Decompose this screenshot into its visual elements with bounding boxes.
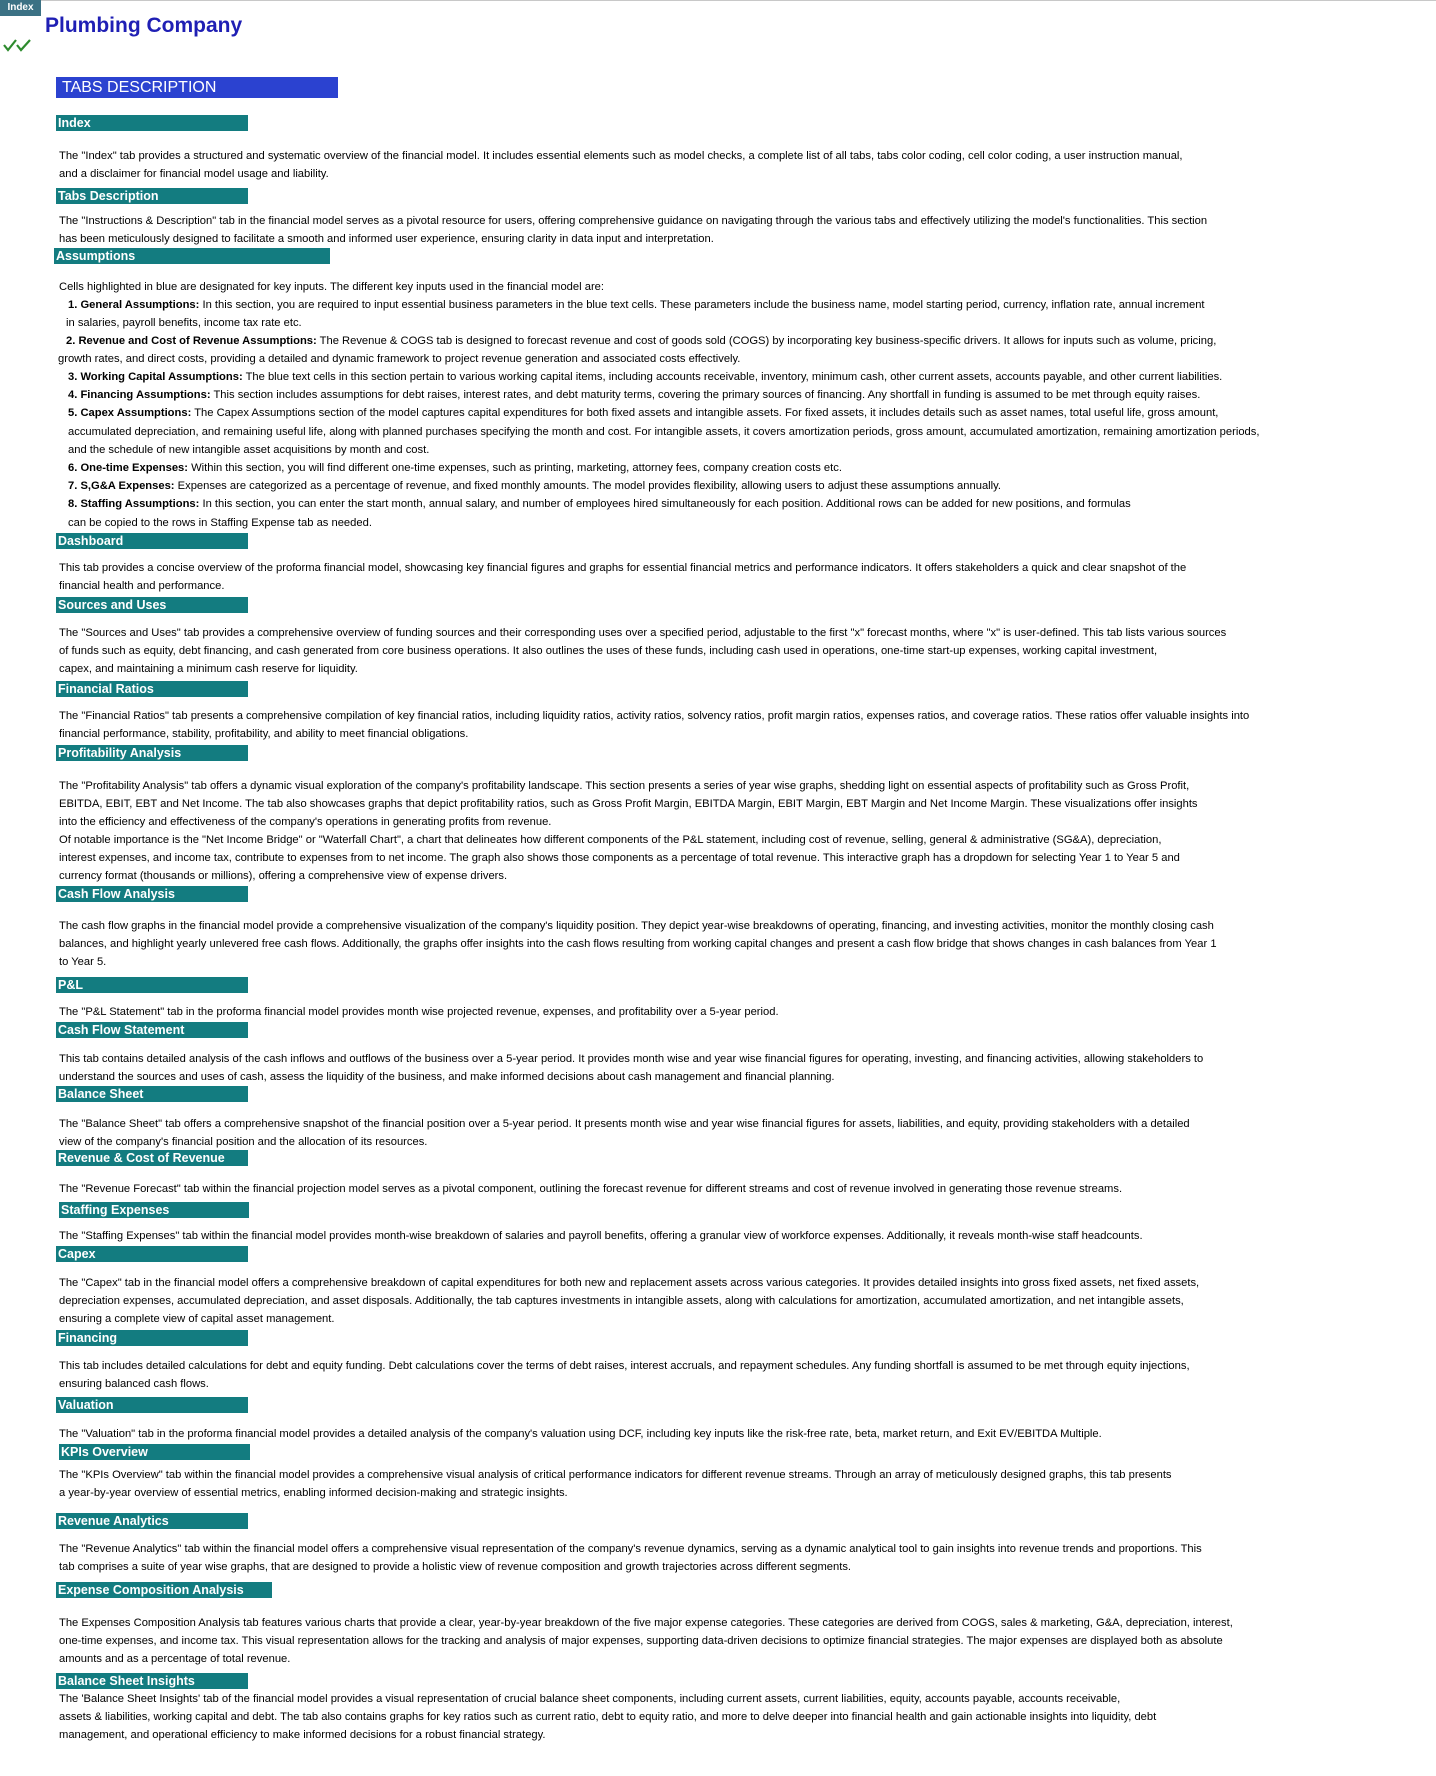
tab-description-line: This tab includes detailed calculations for debt and equity funding. Debt calculations cover the terms of debt raises, interest accruals, and repayment schedules. Any funding shortfall is assumed to be met through equity injections, bbox=[59, 1360, 1190, 1372]
assumption-item bbox=[68, 296, 1205, 314]
index-button[interactable]: Index bbox=[0, 0, 41, 16]
tab-description-line: a year-by-year overview of essential metrics, enabling informed decision-making and strategic insights. bbox=[59, 1487, 568, 1499]
assumption-item-continuation: and the schedule of new intangible asset acquisitions by month and cost. bbox=[68, 444, 430, 456]
tab-description-line: The "Staffing Expenses" tab within the financial model provides month-wise breakdown of salaries and payroll benefits, offering a granular view of workforce expenses. Additionally, it reveals month-wise staff headcounts. bbox=[59, 1230, 1143, 1242]
tab-description-line: The "Sources and Uses" tab provides a comprehensive overview of funding sources and their corresponding uses over a specified period, adjustable to the first "x" forecast months, where "x" is user-defined. This tab lists various sources bbox=[59, 627, 1227, 639]
assumption-item-label: 7. S,G&A Expenses: bbox=[68, 480, 175, 492]
assumption-item-continuation: in salaries, payroll benefits, income tax rate etc. bbox=[66, 317, 302, 329]
tab-description-line: understand the sources and uses of cash, assess the liquidity of the business, and make informed decisions about cash management and financial planning. bbox=[59, 1071, 835, 1083]
assumption-item-text: Expenses are categorized as a percentage of revenue, and fixed monthly amounts. The model provides flexibility, allowing users to adjust these assumptions annually. bbox=[174, 480, 1002, 492]
tab-description-line: has been meticulously designed to facilitate a smooth and informed user experience, ensuring clarity in data input and interpretation. bbox=[59, 233, 714, 245]
tab-description-line: one-time expenses, and income tax. This visual representation allows for the tracking and analysis of major expenses, supporting data-driven decisions to optimize financial strategies. The major expenses are displayed both as absolute bbox=[59, 1635, 1223, 1647]
tab-description-line: The "Profitability Analysis" tab offers a dynamic visual exploration of the company's profitability landscape. This section presents a series of year wise graphs, shedding light on essential aspects of profitability such as Gross Profit, bbox=[59, 780, 1190, 792]
tab-header-financial-ratios[interactable]: Financial Ratios bbox=[56, 681, 248, 697]
tab-description-line: The "Revenue Analytics" tab within the financial model offers a comprehensive visual representation of the company's revenue dynamics, serving as a dynamic analytical tool to gain insights into revenue trends and proportions. This bbox=[59, 1543, 1202, 1555]
tab-header-revenue-analytics[interactable]: Revenue Analytics bbox=[56, 1513, 248, 1529]
assumption-item-label: 4. Financing Assumptions: bbox=[68, 389, 211, 401]
assumption-item bbox=[66, 332, 1216, 350]
tab-description-line: depreciation expenses, accumulated depreciation, and asset disposals. Additionally, the tab captures investments in intangible assets, along with calculations for amortization, accumulated amortization, and net intangible assets, bbox=[59, 1295, 1184, 1307]
tab-header-financing[interactable]: Financing bbox=[56, 1330, 248, 1346]
tab-description-line: The "Valuation" tab in the proforma financial model provides a detailed analysis of the company's valuation using DCF, including key inputs like the risk-free rate, beta, market return, and Exit EV/EBITDA Multiple. bbox=[59, 1428, 1102, 1440]
tab-header-cash-flow-analysis[interactable]: Cash Flow Analysis bbox=[56, 886, 248, 902]
tab-header-balance-sheet-insights[interactable]: Balance Sheet Insights bbox=[56, 1673, 248, 1689]
assumption-item-text: The blue text cells in this section pertain to various working capital items, including accounts receivable, inventory, minimum cash, other current assets, accounts payable, and other current liabilities. bbox=[242, 371, 1223, 383]
tab-header-assumptions[interactable]: Assumptions bbox=[54, 248, 330, 264]
tab-description-line: financial performance, stability, profitability, and ability to meet financial obligations. bbox=[59, 728, 469, 740]
tab-description-line: The Expenses Composition Analysis tab features various charts that provide a clear, year-by-year breakdown of the five major expense categories. These categories are derived from COGS, sales & marketing, G&A, depreciation, interest, bbox=[59, 1617, 1233, 1629]
tab-description-line: The 'Balance Sheet Insights' tab of the financial model provides a visual representation of crucial balance sheet components, including current assets, current liabilities, equity, accounts payable, accounts receivable, bbox=[59, 1693, 1121, 1705]
assumption-item-label: 5. Capex Assumptions: bbox=[68, 407, 192, 419]
assumption-item-label: 1. General Assumptions: bbox=[68, 299, 200, 311]
tab-description-line: currency format (thousands or millions), offering a comprehensive view of expense drivers. bbox=[59, 870, 508, 882]
tab-header-expense-composition-analysis[interactable]: Expense Composition Analysis bbox=[56, 1582, 272, 1598]
assumption-item bbox=[68, 404, 1218, 422]
tab-header-dashboard[interactable]: Dashboard bbox=[56, 533, 248, 549]
assumption-item bbox=[68, 495, 1131, 513]
check-icon bbox=[3, 38, 33, 57]
assumption-item bbox=[68, 459, 842, 477]
tab-header-balance-sheet[interactable]: Balance Sheet bbox=[56, 1086, 248, 1102]
tab-description-line: EBITDA, EBIT, EBT and Net Income. The tab also showcases graphs that depict profitability ratios, such as Gross Profit Margin, EBITDA Margin, EBIT Margin, EBT Margin and Net Income Margin. These visualizations offer insights bbox=[59, 798, 1198, 810]
tab-header-profitability-analysis[interactable]: Profitability Analysis bbox=[56, 745, 248, 761]
tab-header-kpis-overview[interactable]: KPIs Overview bbox=[59, 1444, 250, 1460]
tab-description-line: interest expenses, and income tax, contribute to expenses from to net income. The graph also shows those components as a percentage of total revenue. This interactive graph has a dropdown for selecting Year 1 to Year 5 and bbox=[59, 852, 1180, 864]
assumption-item-text: The Revenue & COGS tab is designed to forecast revenue and cost of goods sold (COGS) by incorporating key business-specific drivers. It allows for inputs such as volume, pricing, bbox=[316, 335, 1217, 347]
assumption-item-label: 8. Staffing Assumptions: bbox=[68, 498, 200, 510]
tab-description-line: ensuring balanced cash flows. bbox=[59, 1378, 209, 1390]
tab-description-line: management, and operational efficiency to make informed decisions for a robust financial strategy. bbox=[59, 1729, 546, 1741]
tab-description-line: into the efficiency and effectiveness of the company's operations in generating profits from revenue. bbox=[59, 816, 552, 828]
tab-description-line: assets & liabilities, working capital and debt. The tab also contains graphs for key ratios such as current ratio, debt to equity ratio, and more to delve deeper into financial health and gain actionable insights into liquidity, debt bbox=[59, 1711, 1157, 1723]
top-border bbox=[0, 0, 1436, 1]
assumption-item-text: The Capex Assumptions section of the model captures capital expenditures for both fixed assets and intangible assets. For fixed assets, it includes details such as asset names, total useful life, gross amount, bbox=[191, 407, 1219, 419]
tab-description-line: This tab provides a concise overview of the proforma financial model, showcasing key financial figures and graphs for essential financial metrics and performance indicators. It offers stakeholders a quick and clear snapshot of the bbox=[59, 562, 1187, 574]
tab-description-line: The "Revenue Forecast" tab within the financial projection model serves as a pivotal component, outlining the forecast revenue for different streams and cost of revenue involved in generating those revenue streams. bbox=[59, 1183, 1123, 1195]
section-title-tabs-description: TABS DESCRIPTION bbox=[56, 77, 338, 98]
assumption-item-continuation: can be copied to the rows in Staffing Expense tab as needed. bbox=[68, 517, 372, 529]
tab-description-line: tab comprises a suite of year wise graphs, that are designed to provide a holistic view of revenue composition and growth trajectories across different segments. bbox=[59, 1561, 852, 1573]
assumption-item-continuation: growth rates, and direct costs, providing a detailed and dynamic framework to project revenue generation and associated costs effectively. bbox=[58, 353, 741, 365]
assumption-item-text: In this section, you can enter the start month, annual salary, and number of employees hired simultaneously for each position. Additional rows can be added for new positions, and formulas bbox=[199, 498, 1131, 510]
assumption-item-text: This section includes assumptions for debt raises, interest rates, and debt maturity terms, covering the primary sources of financing. Any shortfall in funding is assumed to be met through equity raises. bbox=[210, 389, 1201, 401]
tab-description-line: The "Balance Sheet" tab offers a comprehensive snapshot of the financial position over a 5-year period. It presents month wise and year wise financial figures for assets, liabilities, and equity, providing stakeholders with a detailed bbox=[59, 1118, 1190, 1130]
tab-header-index[interactable]: Index bbox=[56, 115, 248, 131]
tab-description-line: capex, and maintaining a minimum cash reserve for liquidity. bbox=[59, 663, 358, 675]
tab-header-sources-and-uses[interactable]: Sources and Uses bbox=[56, 597, 248, 613]
tab-description-line: The "Financial Ratios" tab presents a comprehensive compilation of key financial ratios, including liquidity ratios, activity ratios, solvency ratios, profit margin ratios, expenses ratios, and coverage ratios. These ratios offer valuable insights into bbox=[59, 710, 1250, 722]
tab-description-line: Of notable importance is the "Net Income Bridge" or "Waterfall Chart", a chart that delineates how different components of the P&L statement, including cost of revenue, selling, general & administrative (SG&A), depreciation, bbox=[59, 834, 1162, 846]
tab-description-line: The "Index" tab provides a structured and systematic overview of the financial model. It includes essential elements such as model checks, a complete list of all tabs, tabs color coding, cell color coding, a user instruction manual, bbox=[59, 150, 1183, 162]
tab-description-line: financial health and performance. bbox=[59, 580, 225, 592]
tab-description-line: to Year 5. bbox=[59, 956, 107, 968]
assumption-item-text: Within this section, you will find different one-time expenses, such as printing, marketing, attorney fees, company creation costs etc. bbox=[188, 462, 842, 474]
tab-header-tabs-description[interactable]: Tabs Description bbox=[56, 188, 248, 204]
assumption-item-label: 3. Working Capital Assumptions: bbox=[68, 371, 243, 383]
tab-description-line: and a disclaimer for financial model usage and liability. bbox=[59, 168, 329, 180]
tab-header-valuation[interactable]: Valuation bbox=[56, 1397, 248, 1413]
assumption-item bbox=[68, 477, 1001, 495]
tab-description-line: This tab contains detailed analysis of the cash inflows and outflows of the business over a 5-year period. It provides month wise and year wise financial figures for operating, investing, and financing activities, allowing stakeholders to bbox=[59, 1053, 1204, 1065]
tab-description-line: balances, and highlight yearly unlevered free cash flows. Additionally, the graphs offer insights into the cash flows resulting from working capital changes and present a cash flow bridge that shows changes in cash balances from Year 1 bbox=[59, 938, 1217, 950]
assumption-item bbox=[68, 386, 1200, 404]
page-title: Plumbing Company bbox=[45, 14, 243, 37]
tab-description-line: The "KPIs Overview" tab within the financial model provides a comprehensive visual analysis of critical performance indicators for different revenue streams. Through an array of meticulously designed graphs, this tab presents bbox=[59, 1469, 1172, 1481]
assumption-item bbox=[68, 368, 1222, 386]
tab-header-pandl[interactable]: P&L bbox=[56, 977, 248, 993]
tab-header-staffing-expenses[interactable]: Staffing Expenses bbox=[59, 1202, 249, 1218]
tab-description-line: The "Instructions & Description" tab in the financial model serves as a pivotal resource for users, offering comprehensive guidance on navigating through the various tabs and effectively utilizing the model's functionalities. This section bbox=[59, 215, 1208, 227]
tab-header-revenue-and-cost-of-revenue[interactable]: Revenue & Cost of Revenue bbox=[56, 1150, 248, 1166]
tab-header-capex[interactable]: Capex bbox=[56, 1246, 248, 1262]
tab-description-line: amounts and as a percentage of total revenue. bbox=[59, 1653, 291, 1665]
assumption-item-label: 6. One-time Expenses: bbox=[68, 462, 188, 474]
tab-description-line: Cells highlighted in blue are designated for key inputs. The different key inputs used in the financial model are: bbox=[59, 281, 605, 293]
tab-description-line: The cash flow graphs in the financial model provide a comprehensive visualization of the company's liquidity position. They depict year-wise breakdowns of operating, financing, and investing activities, monitor the monthly closing cash bbox=[59, 920, 1214, 932]
tab-description-line: of funds such as equity, debt financing, and cash generated from core business operations. It also outlines the uses of these funds, including cash used in operations, one-time start-up expenses, working capital investment, bbox=[59, 645, 1158, 657]
assumption-item-continuation: accumulated depreciation, and remaining useful life, along with planned purchases specifying the month and cost. For intangible assets, it covers amortization periods, gross amount, accumulated amortization, remaining amortization periods, bbox=[68, 426, 1260, 438]
tab-description-line: ensuring a complete view of capital asset management. bbox=[59, 1313, 335, 1325]
tab-description-line: view of the company's financial position and the allocation of its resources. bbox=[59, 1136, 428, 1148]
tab-description-line: The "Capex" tab in the financial model offers a comprehensive breakdown of capital expenditures for both new and replacement assets across various categories. It provides detailed insights into gross fixed assets, net fixed assets, bbox=[59, 1277, 1200, 1289]
tab-header-cash-flow-statement[interactable]: Cash Flow Statement bbox=[56, 1022, 248, 1038]
assumption-item-label: 2. Revenue and Cost of Revenue Assumptions: bbox=[66, 335, 317, 347]
tab-description-line: The "P&L Statement" tab in the proforma financial model provides month wise projected revenue, expenses, and profitability over a 5-year period. bbox=[59, 1006, 779, 1018]
assumption-item-text: In this section, you are required to input essential business parameters in the blue text cells. These parameters include the business name, model starting period, currency, inflation rate, annual increment bbox=[199, 299, 1205, 311]
